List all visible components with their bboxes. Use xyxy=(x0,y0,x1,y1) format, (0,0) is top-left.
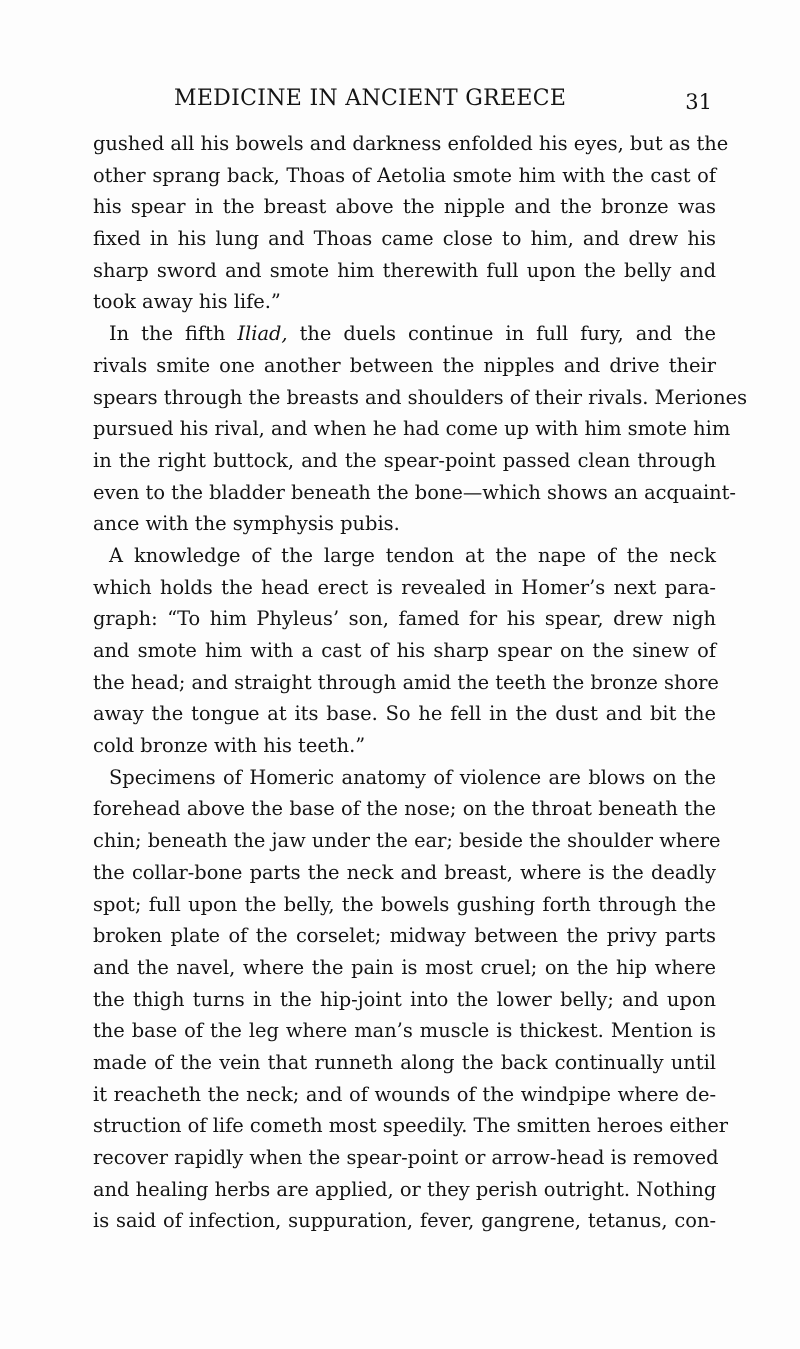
text-line: fixed in his lung and Thoas came close to him, and drew his xyxy=(93,227,716,251)
text-line: struction of life cometh most speedily. The smitten heroes either xyxy=(93,1114,729,1138)
text-run: the duels continue in full fury, and the xyxy=(287,322,716,346)
text-line xyxy=(93,318,716,350)
text-line: and healing herbs are applied, or they perish outright. Nothing xyxy=(93,1177,717,1201)
text-line: other sprang back, Thoas of Aetolia smote him with the cast of xyxy=(93,163,716,187)
text-line: even to the bladder beneath the bone—which shows an acquaint- xyxy=(93,480,736,504)
text-line: chin; beneath the jaw under the ear; beside the shoulder where xyxy=(93,829,721,853)
text-line: recover rapidly when the spear-point or arrow-head is removed xyxy=(93,1146,719,1169)
paragraph-4 xyxy=(93,762,729,1237)
text-line: forehead above the base of the nose; on the throat beneath the xyxy=(93,797,716,821)
page-number: 31 xyxy=(685,90,712,114)
text-line: spot; full upon the belly, the bowels gushing forth through the xyxy=(93,892,716,916)
text-line: broken plate of the corselet; midway between the privy parts xyxy=(93,924,716,948)
text-run: In the fifth xyxy=(109,322,238,346)
text-line: is said of infection, suppuration, fever, gangrene, tetanus, con- xyxy=(93,1209,716,1233)
text-line: graph: “To him Phyleus’ son, famed for his spear, drew nigh xyxy=(93,607,716,631)
text-line: cold bronze with his teeth.” xyxy=(93,734,366,758)
text-line: ance with the symphysis pubis. xyxy=(93,512,400,536)
body-text xyxy=(93,128,748,1237)
paragraph-1 xyxy=(93,128,729,318)
text-line: spears through the breasts and shoulders of their rivals. Meriones xyxy=(93,385,748,409)
text-line: took away his life.” xyxy=(93,290,281,314)
text-line: in the right buttock, and the spear-point passed clean through xyxy=(93,448,716,472)
text-line: made of the vein that runneth along the back continually until xyxy=(93,1050,716,1074)
paragraph-2 xyxy=(93,318,748,540)
text-line: and the navel, where the pain is most cruel; on the hip where xyxy=(93,955,716,979)
text-line: A knowledge of the large tendon at the nape of the neck xyxy=(109,543,716,567)
running-head: MEDICINE IN ANCIENT GREECE xyxy=(174,86,567,111)
text-line: rivals smite one another between the nipples and drive their xyxy=(93,353,716,377)
text-line: which holds the head erect is revealed in Homer’s next para- xyxy=(93,575,716,599)
text-line: gushed all his bowels and darkness enfolded his eyes, but as the xyxy=(93,132,729,155)
book-title-iliad: Iliad, xyxy=(237,322,288,346)
text-line: Specimens of Homeric anatomy of violence are blows on the xyxy=(109,765,716,789)
text-line: the base of the leg where man’s muscle is thickest. Mention is xyxy=(93,1019,716,1043)
text-line: sharp sword and smote him therewith full upon the belly and xyxy=(93,258,716,282)
text-line: the thigh turns in the hip-joint into the lower belly; and upon xyxy=(93,987,716,1011)
text-line: away the tongue at its base. So he fell in the dust and bit the xyxy=(93,702,716,726)
text-line: and smote him with a cast of his sharp spear on the sinew of xyxy=(93,639,716,662)
text-line: pursued his rival, and when he had come up with him smote him xyxy=(93,417,731,441)
paragraph-3 xyxy=(93,540,719,762)
text-line: his spear in the breast above the nipple and the bronze was xyxy=(93,195,716,219)
text-line: the head; and straight through amid the teeth the bronze shore xyxy=(93,670,719,694)
text-line: it reacheth the neck; and of wounds of the windpipe where de- xyxy=(93,1082,716,1106)
text-line: the collar-bone parts the neck and breast, where is the deadly xyxy=(93,860,716,884)
